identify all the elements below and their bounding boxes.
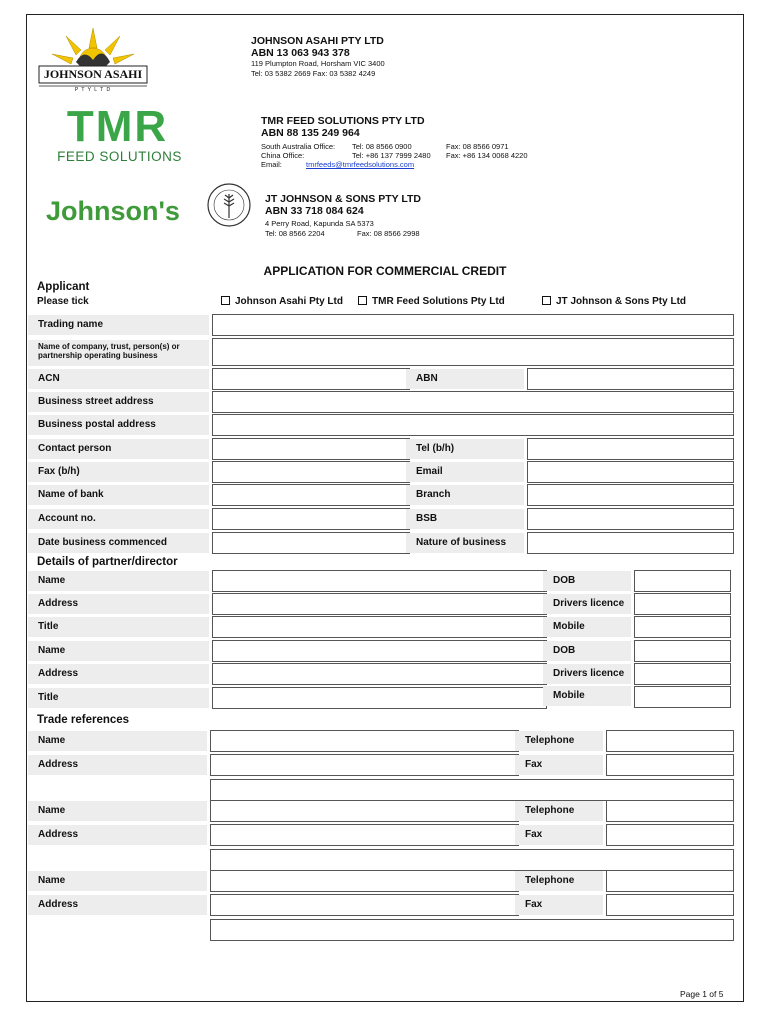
jt-johnson-fax: Fax: 08 8566 2998 bbox=[357, 229, 420, 238]
nature-of-business-label: Nature of business bbox=[406, 533, 524, 553]
tmr-abn: ABN 88 135 249 964 bbox=[261, 127, 360, 139]
tmr-email-label: Email: bbox=[261, 160, 282, 169]
tel-bh-field[interactable] bbox=[527, 438, 734, 460]
partner2-name-field[interactable] bbox=[212, 640, 547, 662]
tmr-china-fax: Fax: +86 134 0068 4220 bbox=[446, 151, 528, 160]
jt-johnson-abn: ABN 33 718 084 624 bbox=[265, 205, 364, 217]
partner1-mobile-label: Mobile bbox=[543, 617, 631, 637]
option-jt-johnson[interactable] bbox=[542, 296, 686, 307]
tmr-china-label: China Office: bbox=[261, 151, 305, 160]
page-number: Page 1 of 5 bbox=[680, 989, 724, 999]
branch-label: Branch bbox=[406, 485, 524, 505]
trade3-fax-label: Fax bbox=[515, 895, 603, 915]
branch-field[interactable] bbox=[527, 484, 734, 506]
partner1-name-label: Name bbox=[28, 571, 209, 591]
johnson-asahi-address: 119 Plumpton Road, Horsham VIC 3400 bbox=[251, 59, 385, 68]
trade3-address-field[interactable] bbox=[210, 894, 519, 916]
partner1-title-label: Title bbox=[28, 617, 209, 637]
partner2-licence-field[interactable] bbox=[634, 663, 731, 685]
checkbox-tmr[interactable] bbox=[358, 296, 367, 305]
johnson-asahi-abn: ABN 13 063 943 378 bbox=[251, 47, 350, 59]
tel-bh-label: Tel (b/h) bbox=[406, 439, 524, 459]
tmr-details bbox=[261, 115, 561, 175]
email-label: Email bbox=[406, 462, 524, 482]
contact-person-field[interactable] bbox=[212, 438, 410, 460]
trade3-address-label: Address bbox=[28, 895, 207, 915]
abn-label: ABN bbox=[406, 369, 524, 389]
partner1-licence-field[interactable] bbox=[634, 593, 731, 615]
bank-name-field[interactable] bbox=[212, 484, 410, 506]
trade2-name-label: Name bbox=[28, 801, 207, 821]
trade3-name-field[interactable] bbox=[210, 870, 519, 892]
trade2-telephone-field[interactable] bbox=[606, 800, 734, 822]
johnson-asahi-name: JOHNSON ASAHI PTY LTD bbox=[251, 35, 384, 47]
trade2-name-field[interactable] bbox=[210, 800, 519, 822]
partner2-dob-label: DOB bbox=[543, 641, 631, 661]
partner1-address-field[interactable] bbox=[212, 593, 547, 615]
partner2-title-label: Title bbox=[28, 688, 209, 708]
partner1-dob-field[interactable] bbox=[634, 570, 731, 592]
johnson-asahi-logo-sub: P T Y L T D bbox=[74, 87, 112, 93]
option-tmr-label: TMR Feed Solutions Pty Ltd bbox=[372, 296, 505, 307]
jt-johnson-logo-text: Johnson's bbox=[46, 196, 180, 226]
tmr-name: TMR FEED SOLUTIONS PTY LTD bbox=[261, 115, 425, 127]
applicant-heading: Applicant bbox=[37, 281, 90, 293]
tmr-sa-tel: Tel: 08 8566 0900 bbox=[352, 142, 412, 151]
tmr-sa-fax: Fax: 08 8566 0971 bbox=[446, 142, 509, 151]
abn-field[interactable] bbox=[527, 368, 734, 390]
date-commenced-label: Date business commenced bbox=[28, 533, 209, 553]
trade3-telephone-label: Telephone bbox=[515, 871, 603, 891]
partner2-mobile-label: Mobile bbox=[543, 686, 631, 706]
fax-bh-field[interactable] bbox=[212, 461, 410, 483]
street-address-label: Business street address bbox=[28, 392, 209, 412]
partner1-mobile-field[interactable] bbox=[634, 616, 731, 638]
option-jt-johnson-label: JT Johnson & Sons Pty Ltd bbox=[556, 296, 687, 307]
trade3-name-label: Name bbox=[28, 871, 207, 891]
partner1-title-field[interactable] bbox=[212, 616, 547, 638]
partner2-name-label: Name bbox=[28, 641, 209, 661]
trade1-address-line2-field[interactable] bbox=[210, 779, 734, 801]
tmr-logo bbox=[30, 102, 205, 167]
please-tick-label: Please tick bbox=[37, 296, 89, 307]
partner1-dob-label: DOB bbox=[543, 571, 631, 591]
jt-johnson-address: 4 Perry Road, Kapunda SA 5373 bbox=[265, 219, 374, 228]
trade2-address-line2-field[interactable] bbox=[210, 849, 734, 871]
partner2-mobile-field[interactable] bbox=[634, 686, 731, 708]
partner2-address-label: Address bbox=[28, 664, 209, 684]
bsb-label: BSB bbox=[406, 509, 524, 529]
acn-field[interactable] bbox=[212, 368, 410, 390]
tmr-logo-text: TMR bbox=[66, 102, 169, 151]
partner2-dob-field[interactable] bbox=[634, 640, 731, 662]
option-johnson-asahi-label: Johnson Asahi Pty Ltd bbox=[235, 296, 343, 307]
trade1-telephone-label: Telephone bbox=[515, 731, 603, 751]
trade1-fax-label: Fax bbox=[515, 755, 603, 775]
jt-johnson-logo bbox=[46, 182, 252, 230]
trade2-telephone-label: Telephone bbox=[515, 801, 603, 821]
bank-name-label: Name of bank bbox=[28, 485, 209, 505]
trade3-address-line2-field[interactable] bbox=[210, 919, 734, 941]
jt-johnson-details bbox=[265, 193, 465, 241]
partner1-address-label: Address bbox=[28, 594, 209, 614]
tmr-logo-sub: FEED SOLUTIONS bbox=[57, 149, 182, 164]
partner-heading: Details of partner/director bbox=[37, 556, 178, 568]
trade1-address-field[interactable] bbox=[210, 754, 519, 776]
trading-name-field[interactable] bbox=[212, 314, 734, 336]
option-tmr[interactable] bbox=[358, 296, 505, 307]
trade1-fax-field[interactable] bbox=[606, 754, 734, 776]
checkbox-johnson-asahi[interactable] bbox=[221, 296, 230, 305]
trade1-telephone-field[interactable] bbox=[606, 730, 734, 752]
nature-of-business-field[interactable] bbox=[527, 532, 734, 554]
fax-bh-label: Fax (b/h) bbox=[28, 462, 209, 482]
partner2-address-field[interactable] bbox=[212, 663, 547, 685]
partner2-title-field[interactable] bbox=[212, 687, 547, 709]
johnson-asahi-details bbox=[251, 35, 385, 78]
johnson-asahi-logo-text: JOHNSON ASAHI bbox=[43, 67, 143, 81]
bsb-field[interactable] bbox=[527, 508, 734, 530]
tmr-sa-label: South Australia Office: bbox=[261, 142, 336, 151]
postal-address-label: Business postal address bbox=[28, 415, 209, 435]
form-title: APPLICATION FOR COMMERCIAL CREDIT bbox=[263, 264, 507, 278]
account-no-label: Account no. bbox=[28, 509, 209, 529]
jt-johnson-name: JT JOHNSON & SONS PTY LTD bbox=[265, 193, 421, 205]
postal-address-field[interactable] bbox=[212, 414, 734, 436]
trade3-telephone-field[interactable] bbox=[606, 870, 734, 892]
trade-references-heading: Trade references bbox=[37, 714, 130, 726]
johnson-asahi-logo bbox=[36, 26, 150, 98]
acn-label: ACN bbox=[28, 369, 209, 389]
partner1-licence-label: Drivers licence bbox=[543, 594, 631, 614]
trading-name-label: Trading name bbox=[28, 315, 209, 335]
email-field[interactable] bbox=[527, 461, 734, 483]
checkbox-jt-johnson[interactable] bbox=[542, 296, 551, 305]
trade1-address-label: Address bbox=[28, 755, 207, 775]
trade3-fax-field[interactable] bbox=[606, 894, 734, 916]
account-no-field[interactable] bbox=[212, 508, 410, 530]
contact-person-label: Contact person bbox=[28, 439, 209, 459]
option-johnson-asahi[interactable] bbox=[221, 296, 343, 307]
company-name-label: Name of company, trust, person(s) or partnership operating business bbox=[28, 340, 209, 366]
street-address-field[interactable] bbox=[212, 391, 734, 413]
tmr-china-tel: Tel: +86 137 7999 2480 bbox=[352, 151, 431, 160]
wheat-seal-icon bbox=[206, 182, 252, 228]
tmr-email-link[interactable]: tmrfeeds@tmrfeedsolutions.com bbox=[306, 160, 415, 169]
company-name-field[interactable] bbox=[212, 338, 734, 366]
trade2-fax-label: Fax bbox=[515, 825, 603, 845]
trade1-name-label: Name bbox=[28, 731, 207, 751]
trade2-address-label: Address bbox=[28, 825, 207, 845]
johnson-asahi-contact: Tel: 03 5382 2669 Fax: 03 5382 4249 bbox=[251, 68, 376, 78]
trade1-name-field[interactable] bbox=[210, 730, 519, 752]
jt-johnson-tel: Tel: 08 8566 2204 bbox=[265, 229, 325, 238]
trade2-fax-field[interactable] bbox=[606, 824, 734, 846]
date-commenced-field[interactable] bbox=[212, 532, 410, 554]
partner1-name-field[interactable] bbox=[212, 570, 547, 592]
partner2-licence-label: Drivers licence bbox=[543, 664, 631, 684]
trade2-address-field[interactable] bbox=[210, 824, 519, 846]
